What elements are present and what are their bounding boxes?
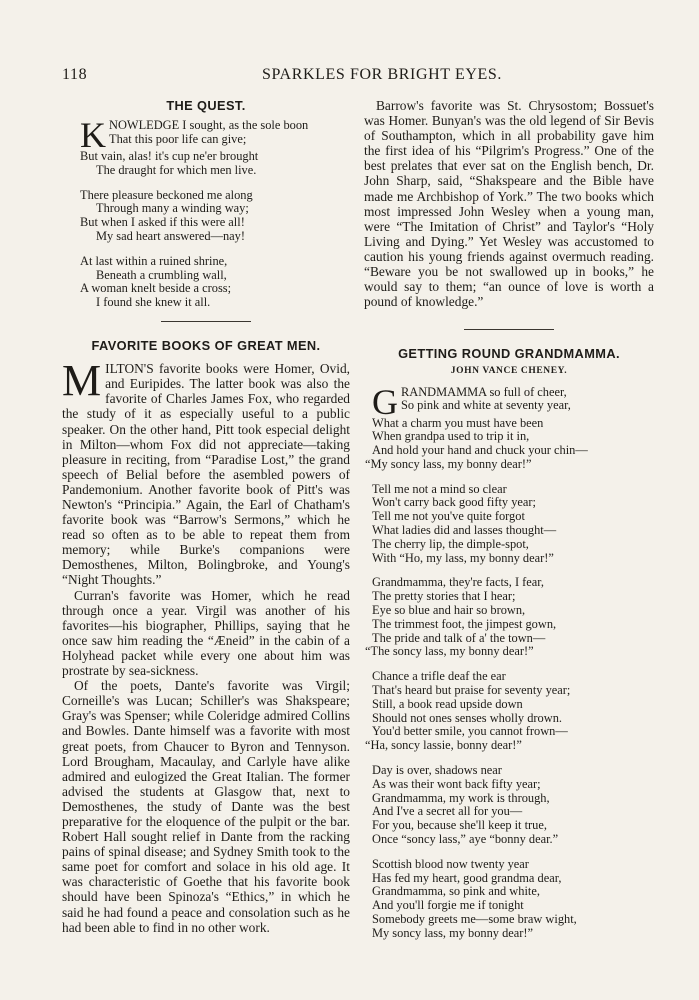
books-article-continued: [364, 98, 654, 309]
poem-line: Beneath a crumbling wall,: [96, 267, 227, 282]
poem-line: Grandmamma, my work is through,: [372, 790, 550, 805]
grandmamma-stanza-5: [372, 764, 654, 847]
poem-line: Chance a trifle deaf the ear: [372, 669, 506, 684]
quest-stanza-3: [80, 255, 350, 310]
poem-line: Should not ones senses wholly drown.: [372, 710, 562, 725]
poem-line: And you'll forgie me if tonight: [372, 898, 524, 913]
poem-line: My soncy lass, my bonny dear!”: [372, 925, 534, 940]
books-dropcap: M: [62, 356, 102, 406]
poem-line: Once “soncy lass,” aye “bonny dear.”: [372, 832, 559, 847]
poem-line: The cherry lip, the dimple-spot,: [372, 536, 529, 551]
poem-line: The pretty stories that I hear;: [372, 589, 516, 604]
section-divider: [464, 329, 554, 330]
poem-line: RANDMAMMA so full of cheer,: [401, 384, 567, 399]
books-paragraph-3: Of the poets, Dante's favorite was Virgil; Corneille's was Lucan; Schiller's was Shakspeare; Gray's was Spenser; while Coleridge admired Collins and Bowles. Dante himself was a favorite with most great poets, from Chaucer to Byron and Tennyson. Lord Brougham, Macaulay, and Carlyle have alike admired and eulogized the Great Italian. The former advised the students at Glasgow that, next to Demosthenes, the study of Dante was the best preparative for the eloquence of the pulpit or the bar. Robert Hall sought relief in Dante from the racking pains of spinal disease; and Sydney Smith took to the same poet for comfort and solace in his old age. It was characteristic of Goethe that his favorite book should have been Spinoza's “Ethics,” in which he said he had found a peace and consolation such as he had been able to find in no other work.: [62, 678, 350, 935]
poem-line: But vain, alas! it's cup ne'er brought: [80, 149, 259, 164]
books-title: FAVORITE BOOKS OF GREAT MEN.: [91, 338, 321, 354]
poem-line: The pride and talk of a' the town—: [372, 630, 546, 645]
poem-line: Grandmamma, so pink and white,: [372, 884, 540, 899]
poem-line: Tell me not you've quite forgot: [372, 509, 525, 524]
poem-line: As was their wont back fifty year;: [372, 776, 541, 791]
poem-line: Won't carry back good fifty year;: [372, 495, 536, 510]
running-head: [62, 66, 662, 86]
poem-line: At last within a ruined shrine,: [80, 253, 228, 268]
grandmamma-stanza-4: [365, 669, 654, 753]
poem-line: A woman knelt beside a cross;: [80, 281, 232, 296]
running-title: SPARKLES FOR BRIGHT EYES.: [262, 66, 502, 83]
poem-line: “My soncy lass, my bonny dear!”: [365, 456, 532, 471]
poem-line: NOWLEDGE I sought, as the sole boon: [109, 118, 309, 133]
grandmamma-stanza-3: [365, 575, 654, 659]
poem-line: Has fed my heart, good grandma dear,: [372, 870, 562, 885]
poem-line: When grandpa used to trip it in,: [372, 429, 530, 444]
poem-line: And hold your hand and chuck your chin—: [372, 443, 588, 458]
poem-line: So pink and white at seventy year,: [401, 398, 571, 413]
poem-line: That's heard but praise for seventy year;: [372, 683, 571, 698]
quest-stanza-2: [80, 189, 350, 244]
poem-line: “Ha, soncy lassie, bonny dear!”: [365, 738, 522, 753]
grandmamma-title: GETTING ROUND GRANDMAMMA.: [398, 346, 620, 362]
poem-line: Tell me not a mind so clear: [372, 481, 507, 496]
poem-line: And I've a secret all for you—: [372, 804, 523, 819]
quest-stanza-1: [80, 115, 350, 178]
poem-line: Scottish blood now twenty year: [372, 856, 529, 871]
grandmamma-poem: [364, 381, 654, 941]
poem-line: My sad heart answered—nay!: [96, 229, 245, 244]
books-paragraph-2: Curran's favorite was Homer, which he read through once a year. Virgil was another of his favorites—his biographer, Phillips, saying that he once saw him reading the “Æneid” in the cabin of a Holyhead packet while every one about him was prostrate by sea-sickness.: [62, 587, 350, 679]
grandmamma-dropcap: G: [372, 381, 398, 422]
left-column: [62, 98, 350, 935]
quest-poem: [62, 115, 350, 310]
books-paragraph-1: [62, 356, 350, 588]
poem-line: That this poor life can give;: [109, 131, 247, 146]
poem-line: What a charm you must have been: [372, 415, 544, 430]
paragraph-text: ILTON'S favorite books were Homer, Ovid, and Euripides. The latter book was also the favorite of Charles James Fox, who regarded the study of it as especially useful to a public speaker. On the other hand, Pitt took especial delight in Milton—whom Fox did not appreciate—taking pleasure in reciting, from “Paradise Lost,” the grand speech of Belial before the asembled powers of Pandemonium. Another favorite book of Pitt's was Newton's “Principia.” Again, the Earl of Chatham's favorite book was “Barrow's Sermons,” which he read so often as to be able to repeat them from memory; while Burke's companions were Demosthenes, Milton, Bolingbroke, and Young's “Night Thoughts.”: [62, 361, 350, 588]
quest-dropcap: K: [80, 115, 106, 156]
grandmamma-stanza-2: [372, 483, 654, 566]
poem-line: For you, because she'll keep it true,: [372, 818, 547, 833]
poem-line: There pleasure beckoned me along: [80, 187, 253, 202]
poem-line: What ladies did and lasses thought—: [372, 523, 557, 538]
poem-line: The draught for which men live.: [96, 162, 257, 177]
poem-line: Grandmamma, they're facts, I fear,: [372, 575, 545, 590]
poem-line: Day is over, shadows near: [372, 763, 502, 778]
poem-line: With “Ho, my lass, my bonny dear!”: [372, 550, 554, 565]
right-column: [364, 98, 654, 952]
poem-line: Eye so blue and hair so brown,: [372, 603, 526, 618]
quest-title: THE QUEST.: [166, 98, 246, 113]
poem-line: Somebody greets me—some braw wight,: [372, 912, 577, 926]
books-article: [62, 356, 350, 935]
poem-line: You'd better smile, you cannot frown—: [372, 724, 568, 739]
poem-line: Through many a winding way;: [96, 201, 249, 216]
poem-author: JOHN VANCE CHENEY.: [450, 366, 568, 377]
poem-line: “The soncy lass, my bonny dear!”: [365, 644, 534, 659]
page-number: 118: [62, 66, 88, 83]
poem-line: The trimmest foot, the jimpest gown,: [372, 616, 557, 631]
books-paragraph-4: Barrow's favorite was St. Chrysostom; Bossuet's was Homer. Bunyan's was the old legend of Sir Bevis of Southampton, which in all probability gave him the first idea of his “Pilgrim's Progress.” One of the best prelates that ever sat on the English bench, Dr. John Sharp, said, “Shakspeare and the Bible have made me Archbishop of York.” The two books which most impressed John Wesley when a young man, were “The Imitation of Christ” and Taylor's “Holy Living and Dying.” Yet Wesley was accustomed to caution his young friends against overmuch reading. “Beware you be not swallowed up in books,” he would say to them; “an ounce of love is worth a pound of knowledge.”: [364, 98, 654, 310]
poem-line: I found she knew it all.: [96, 295, 211, 310]
grandmamma-stanza-1: [365, 381, 654, 472]
grandmamma-stanza-6: [372, 858, 654, 941]
poem-line: But when I asked if this were all!: [80, 215, 245, 230]
poem-line: Still, a book read upside down: [372, 696, 523, 711]
section-divider: [161, 321, 251, 322]
